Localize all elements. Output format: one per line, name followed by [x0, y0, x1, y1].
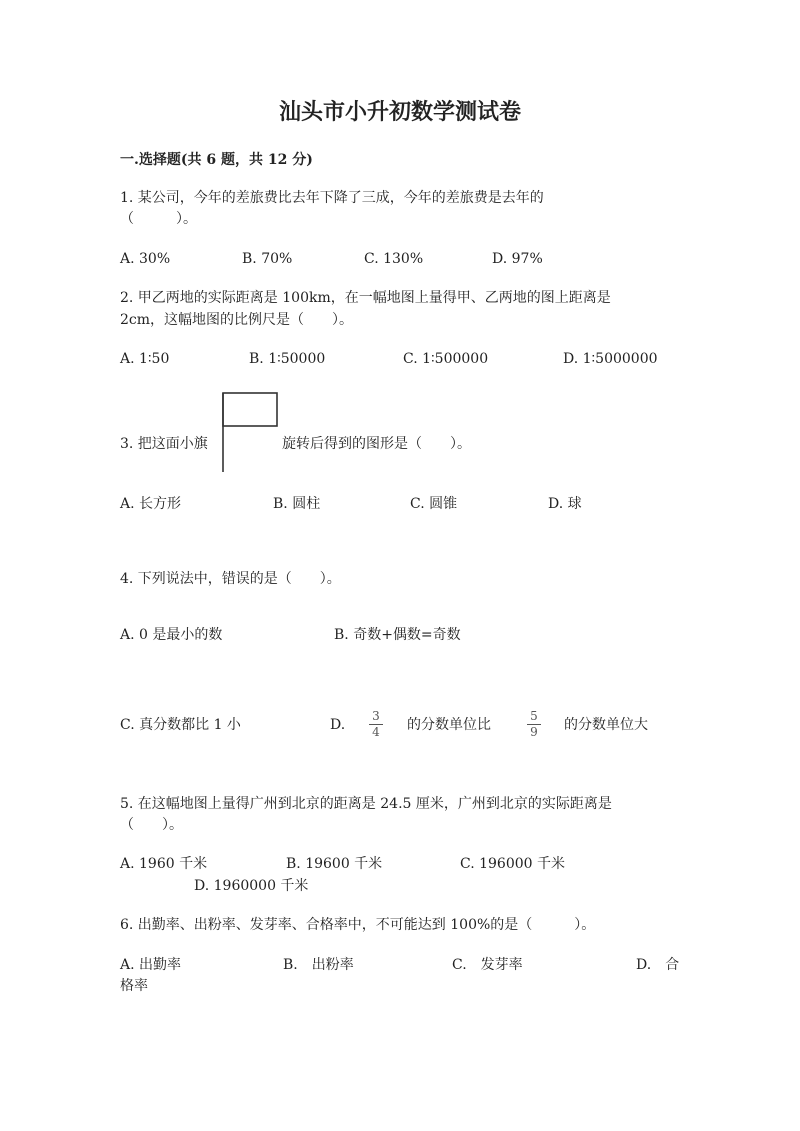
- question-4-stem: 4. 下列说法中，错误的是（ ）。: [120, 571, 341, 587]
- question-2-stem-line1: 2. 甲乙两地的实际距离是 100km，在一幅地图上量得甲、乙两地的图上距离是: [120, 290, 611, 306]
- question-6-option-b: B. 出粉率: [283, 957, 354, 973]
- question-6-option-d-wrap: 格率: [120, 978, 148, 994]
- question-1-option-b: B. 70%: [242, 251, 293, 267]
- question-3-stem-after: 旋转后得到的图形是（ ）。: [282, 436, 471, 452]
- question-2-option-d: D. 1∶5000000: [563, 351, 658, 367]
- question-6-option-a: A. 出勤率: [120, 957, 182, 973]
- question-2-option-c: C. 1∶500000: [403, 351, 489, 367]
- question-2-option-b: B. 1∶50000: [249, 351, 326, 367]
- question-5-stem-line1: 5. 在这幅地图上量得广州到北京的距离是 24.5 厘米，广州到北京的实际距离是: [120, 796, 612, 812]
- question-2-option-a: A. 1∶50: [120, 351, 170, 367]
- question-4-option-d-middle: 的分数单位比: [407, 717, 491, 733]
- question-4-option-c: C. 真分数都比 1 小: [120, 717, 241, 733]
- question-6-option-c: C. 发芽率: [452, 957, 523, 973]
- question-1-stem-line1: 1. 某公司，今年的差旅费比去年下降了三成，今年的差旅费是去年的: [120, 190, 544, 206]
- fraction-2-denominator: 9: [530, 725, 538, 739]
- question-4-option-d-prefix: D.: [330, 717, 346, 733]
- question-3-option-a: A. 长方形: [120, 496, 182, 512]
- question-6-stem: 6. 出勤率、出粉率、发芽率、合格率中，不可能达到 100%的是（ ）。: [120, 917, 596, 933]
- question-5-option-b: B. 19600 千米: [286, 856, 383, 872]
- fraction-three-quarters: [369, 710, 383, 739]
- question-3-option-c: C. 圆锥: [410, 496, 458, 512]
- question-2-stem-line2: 2cm，这幅地图的比例尺是（ ）。: [120, 312, 354, 328]
- question-5-option-d: D. 1960000 千米: [194, 878, 309, 894]
- question-5-stem-line2: （ ）。: [120, 817, 183, 833]
- flag-figure: [220, 392, 282, 474]
- question-5-option-a: A. 1960 千米: [120, 856, 208, 872]
- question-3-option-d: D. 球: [548, 496, 582, 512]
- question-1-option-c: C. 130%: [364, 251, 424, 267]
- question-1-stem-line2: （ ）。: [120, 211, 197, 227]
- question-4-option-a: A. 0 是最小的数: [120, 627, 223, 643]
- page-title: 汕头市小升初数学测试卷: [278, 99, 521, 125]
- section-heading: 一.选择题(共 6 题，共 12 分): [120, 152, 313, 168]
- question-3-stem-before: 3. 把这面小旗: [120, 436, 208, 452]
- question-3-option-b: B. 圆柱: [273, 496, 321, 512]
- question-5-option-c: C. 196000 千米: [460, 856, 566, 872]
- question-4-option-b: B. 奇数+偶数=奇数: [334, 627, 461, 643]
- fraction-five-ninths: [527, 710, 541, 739]
- fraction-1-denominator: 4: [372, 725, 380, 739]
- fraction-2-numerator: 5: [530, 709, 538, 723]
- question-1-option-d: D. 97%: [492, 251, 543, 267]
- fraction-1-numerator: 3: [372, 709, 380, 723]
- question-4-option-d-suffix: 的分数单位大: [564, 717, 648, 733]
- question-6-option-d: D. 合: [636, 957, 680, 973]
- question-1-option-a: A. 30%: [120, 251, 171, 267]
